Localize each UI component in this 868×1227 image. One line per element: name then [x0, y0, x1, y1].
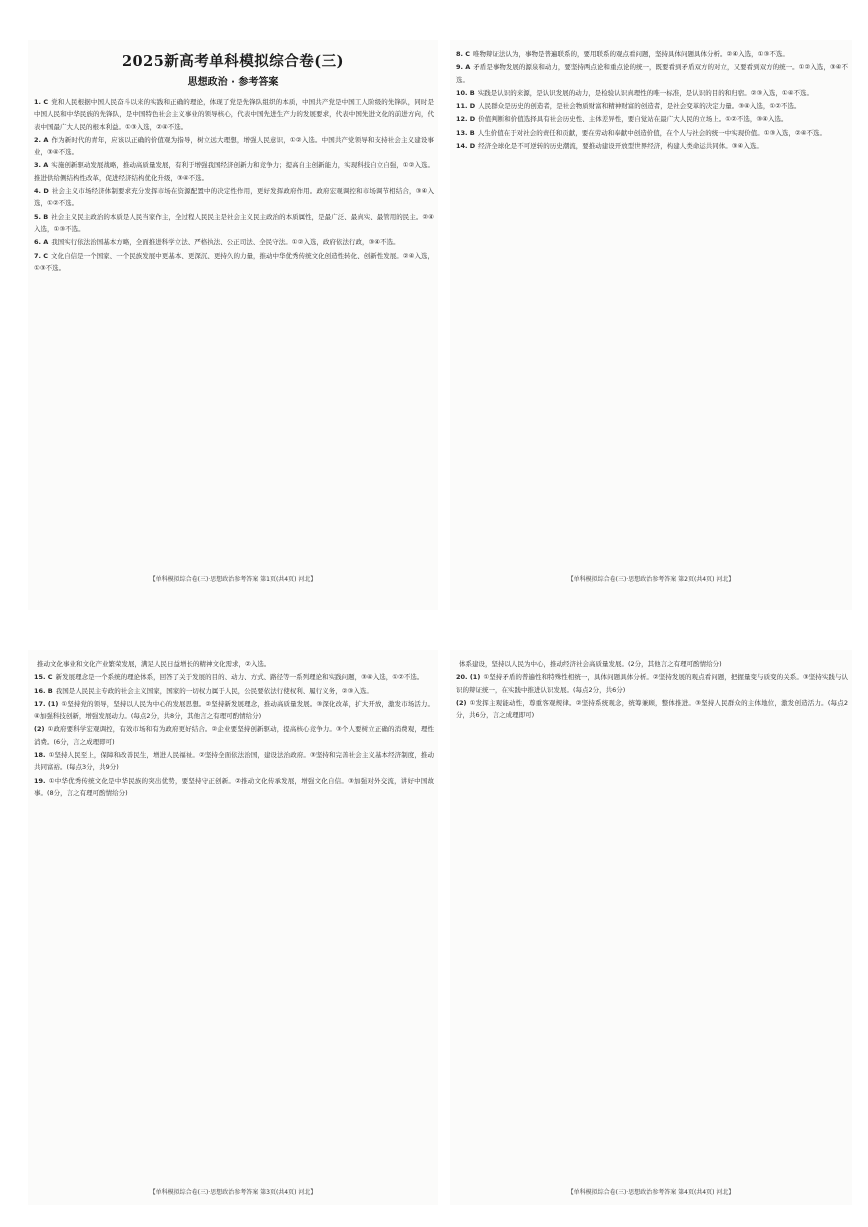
answer-item: 7. C 文化自信是一个国家、一个民族发展中更基本、更深沉、更持久的力量，推动中华优秀传统文化创造性转化、创新性发展。②④入选，①③不选。 [34, 251, 435, 272]
answer-item: 15. C 新发展理念是一个系统的理论体系，回答了关于发展的目的、动力、方式、路径等一系列理论和实践问题，③④入选，①②不选。 [34, 673, 424, 682]
answer-item: 推动文化事业和文化产业繁荣发展，满足人民日益增长的精神文化需求，②入选。 [37, 660, 271, 668]
page-footer: 【单科模拟综合卷(三)·思想政治参考答案 第2页(共4页) 河北】 [567, 576, 735, 583]
document-subtitle: 思想政治 · 参考答案 [187, 77, 279, 88]
answer-item: 19. ①中华优秀传统文化是中华民族的突出优势，要坚持守正创新。②推动文化传承发展，增强文化自信。③加强对外交流，讲好中国故事。(8分，言之有理可酌情给分) [34, 776, 434, 797]
answer-item: 9. A 矛盾是事物发展的源泉和动力，要坚持两点论和重点论的统一，既要看到矛盾双方的对立，又要看到双方的统一。①②入选，③④不选。 [456, 63, 848, 84]
answer-page-3 [28, 650, 438, 1205]
answer-item: 14. D 经济全球化是不可逆转的历史潮流，要推动建设开放型世界经济，构建人类命运共同体。③④入选。 [456, 142, 763, 151]
answer-list [28, 96, 438, 274]
answer-item: 17. (1) ①坚持党的领导，坚持以人民为中心的发展思想。②坚持新发展理念，推动高质量发展。③深化改革，扩大开放，激发市场活力。④加强科技创新，增强发展动力。(每点2分，共8分，其他言之有理可酌情给分) [34, 699, 435, 721]
answer-item: 1. C 党和人民根据中国人民奋斗以来的实践和正确的理论，体现了党是先锋队组织的本质，中国共产党是中国工人阶级的先锋队，同时是中国人民和中华民族的先锋队，是中国特色社会主义事业的领导核心，代表中国先进生产力的发展要求，代表中国先进文化的前进方向，代表中国最广大人民的根本利益。①③入选，②④不选。 [34, 98, 435, 131]
page-footer: 【单科模拟综合卷(三)·思想政治参考答案 第3页(共4页) 河北】 [149, 1189, 317, 1196]
page-footer: 【单科模拟综合卷(三)·思想政治参考答案 第4页(共4页) 河北】 [567, 1189, 735, 1196]
document-title: 2025新高考单科模拟综合卷(三) [121, 53, 345, 70]
answer-item: (2) ①政府要科学宏观调控，有效市场和有为政府更好结合。②企业要坚持创新驱动，提高核心竞争力。③个人要树立正确的消费观，理性消费。(6分，言之成理即可) [34, 725, 434, 746]
answer-list [450, 40, 852, 152]
page-footer: 【单科模拟综合卷(三)·思想政治参考答案 第1页(共4页) 河北】 [149, 576, 317, 583]
answer-item: 8. C 唯物辩证法认为，事物是普遍联系的，要用联系的观点看问题，坚持具体问题具体分析。②④入选，①③不选。 [456, 50, 789, 58]
answer-item: 10. B 实践是认识的来源，是认识发展的动力，是检验认识真理性的唯一标准，是认识的目的和归宿。②③入选，①④不选。 [456, 88, 814, 97]
answer-item: 体系建设，坚持以人民为中心，推动经济社会高质量发展。(2分，其他言之有理可酌情给分) [459, 660, 722, 668]
answer-item: 3. A 实施创新驱动发展战略，推动高质量发展，有利于增强我国经济创新力和竞争力；提高自主创新能力，实现科技自立自强，①②入选。推进供给侧结构性改革，促进经济结构优化升级，③④不选。 [34, 161, 434, 182]
answer-list [450, 650, 852, 721]
answer-list [28, 650, 438, 799]
answer-item: 4. D 社会主义市场经济体制要求充分发挥市场在资源配置中的决定性作用，更好发挥政府作用。政府宏观调控和市场调节相结合，③④入选，①②不选。 [34, 187, 434, 208]
answer-item: 13. B 人生价值在于对社会的责任和贡献，要在劳动和奉献中创造价值，在个人与社会的统一中实现价值。①③入选，②④不选。 [456, 128, 827, 137]
answer-page-4 [450, 650, 852, 1205]
answer-item: 16. B 我国是人民民主专政的社会主义国家，国家的一切权力属于人民，公民要依法行使权利、履行义务，②③入选。 [34, 686, 373, 695]
answer-item: 6. A 我国实行依法治国基本方略，全面推进科学立法、严格执法、公正司法、全民守法。①②入选，政府依法行政，③④不选。 [34, 238, 400, 247]
answer-item: 5. B 社会主义民主政治的本质是人民当家作主，全过程人民民主是社会主义民主政治的本质属性，是最广泛、最真实、最管用的民主。②④入选，①③不选。 [34, 212, 435, 233]
answer-page-2 [450, 40, 852, 610]
answer-page-1 [28, 40, 438, 610]
answer-item: 20. (1) ①坚持矛盾的普遍性和特殊性相统一，具体问题具体分析。②坚持发展的观点看问题，把握量变与质变的关系。③坚持实践与认识的辩证统一，在实践中推进认识发展。(每点2分，共6分) [456, 673, 848, 694]
answer-item: (2) ①发挥主观能动性，尊重客观规律。②坚持系统观念，统筹兼顾，整体推进。③坚持人民群众的主体地位，激发创造活力。(每点2分，共6分，言之成理即可) [456, 698, 848, 720]
answer-item: 18. ①坚持人民至上，保障和改善民生，增进人民福祉。②坚持全面依法治国，建设法治政府。③坚持和完善社会主义基本经济制度，推动共同富裕。(每点3分，共9分) [34, 751, 434, 772]
answer-item: 12. D 价值判断和价值选择具有社会历史性、主体差异性，要自觉站在最广大人民的立场上。①②不选，③④入选。 [456, 115, 788, 124]
answer-item: 11. D 人民群众是历史的创造者，是社会物质财富和精神财富的创造者，是社会变革的决定力量。③④入选，①②不选。 [456, 102, 801, 111]
answer-item: 2. A 作为新时代的青年，应该以正确的价值观为指导，树立远大理想，增强人民意识，①②入选。中国共产党领导和支持社会主义建设事业，③④不选。 [34, 135, 434, 157]
